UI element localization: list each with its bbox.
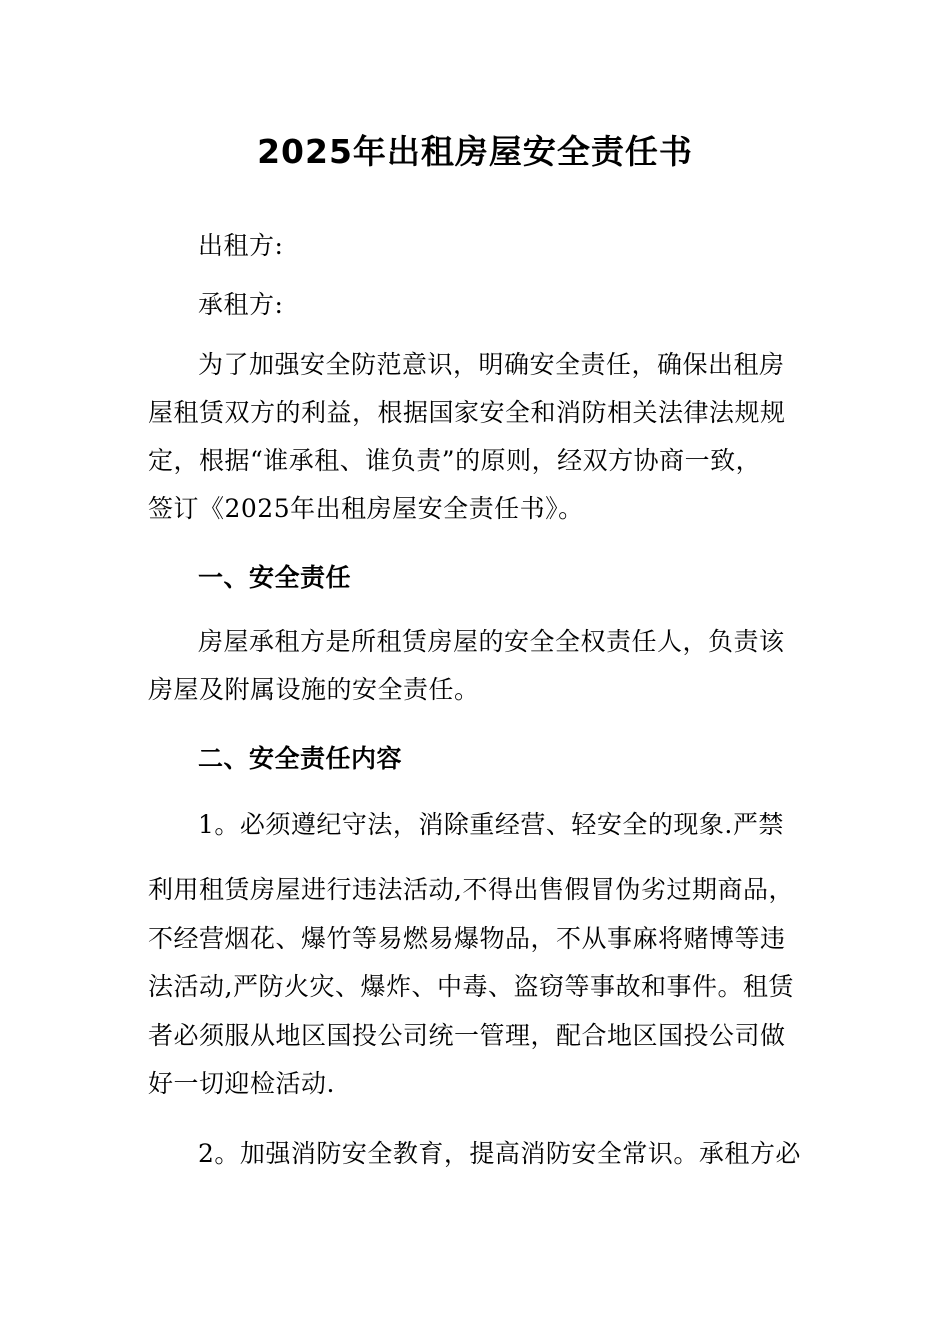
section-text-line: 房屋及附属设施的安全责任。 [148, 675, 480, 704]
lessor-label: 出租方: [198, 231, 284, 260]
item-line: 利用租赁房屋进行违法活动,不得出售假冒伪劣过期商品， [148, 875, 794, 904]
item-line: 2。加强消防安全教育，提高消防安全常识。承租方必 [198, 1139, 801, 1168]
section-text-line: 房屋承租方是所租赁房屋的安全全权责任人，负责该 [198, 627, 785, 656]
intro-line: 屋租赁双方的利益，根据国家安全和消防相关法律法规规 [148, 398, 786, 427]
intro-line: 签订《2025年出租房屋安全责任书》。 [148, 494, 584, 523]
item-line: 1。必须遵纪守法，消除重经营、轻安全的现象.严禁 [198, 810, 784, 839]
intro-line: 定，根据“谁承租、谁负责”的原则，经双方协商一致， [148, 446, 762, 475]
item-line: 不经营烟花、爆竹等易燃易爆物品，不从事麻将赌博等违 [148, 924, 786, 953]
intro-line: 为了加强安全防范意识，明确安全责任，确保出租房 [198, 350, 785, 379]
item-line: 法活动,严防火灾、爆炸、中毒、盗窃等事故和事件。租赁 [148, 972, 794, 1001]
lessee-label: 承租方: [198, 290, 284, 319]
section-heading: 二、安全责任内容 [198, 744, 403, 773]
document-title: 2025年出租房屋安全责任书 [257, 132, 693, 171]
item-line: 好一切迎检活动. [148, 1069, 335, 1098]
section-heading: 一、安全责任 [198, 563, 352, 592]
item-line: 者必须服从地区国投公司统一管理，配合地区国投公司做 [148, 1021, 786, 1050]
